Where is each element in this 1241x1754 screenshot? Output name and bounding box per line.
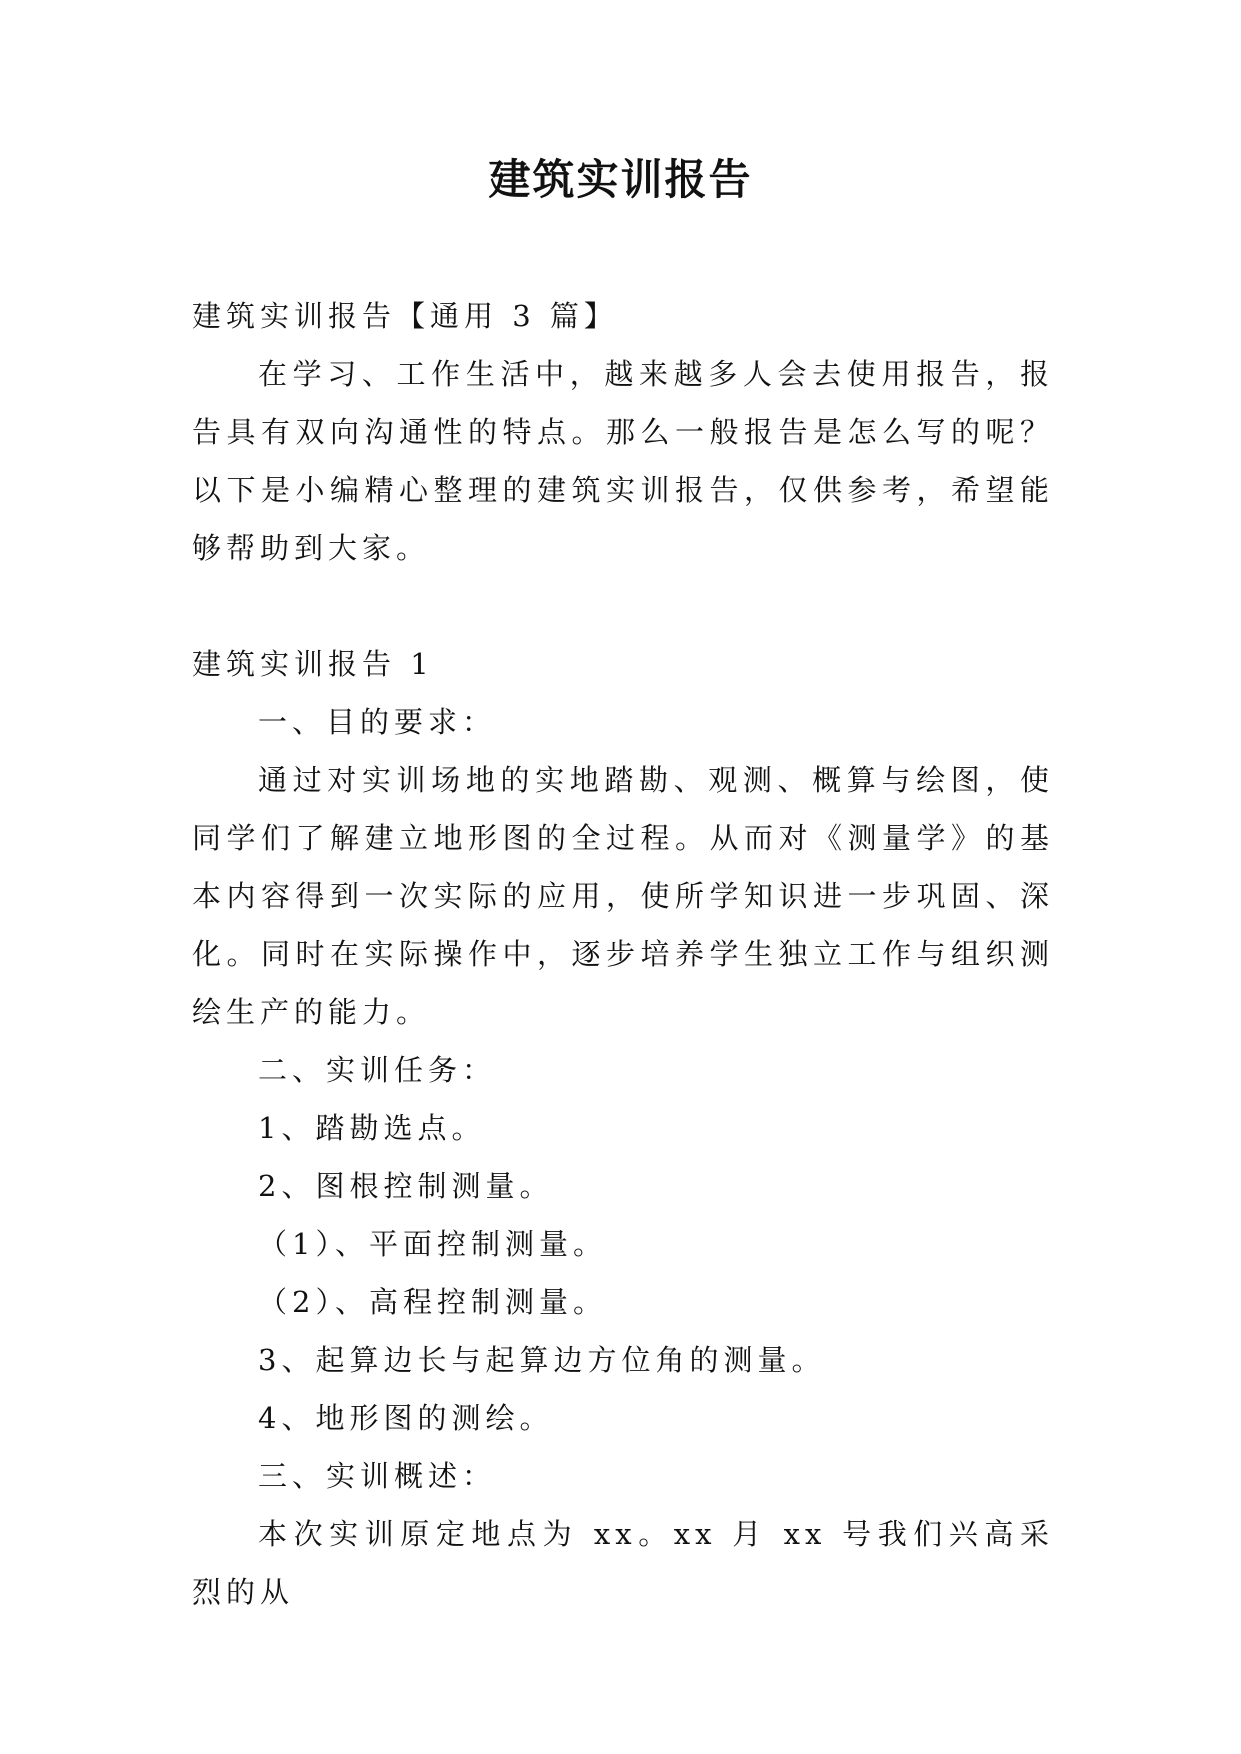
section-heading: 建筑实训报告 1 [192,647,434,681]
document-body [192,287,1054,1621]
part3-paragraph: 本次实训原定地点为 xx。xx 月 xx 号我们兴高采烈的从 [192,1517,1054,1609]
part1-paragraph: 通过对实训场地的实地踏勘、观测、概算与绘图，使同学们了解建立地形图的全过程。从而对《测量学》的基本内容得到一次实际的应用，使所学知识进一步巩固、深化。同时在实际操作中，逐步培养学生独立工作与组织测绘生产的能力。 [192,763,1054,1029]
intro-paragraph: 在学习、工作生活中，越来越多人会去使用报告，报告具有双向沟通性的特点。那么一般报告是怎么写的呢？以下是小编精心整理的建筑实训报告，仅供参考，希望能够帮助到大家。 [192,357,1054,565]
task-item-1: 1、踏勘选点。 [258,1111,486,1145]
task-subitem-2-1: （1）、平面控制测量。 [258,1227,607,1261]
part3-heading: 三、实训概述： [258,1459,497,1493]
task-subitem-2-2: （2）、高程控制测量。 [258,1285,607,1319]
part2-heading: 二、实训任务： [258,1053,497,1087]
document-title: 建筑实训报告 [488,155,753,204]
task-item-2: 2、图根控制测量。 [258,1169,554,1203]
part1-heading: 一、目的要求： [258,705,497,739]
document-subtitle: 建筑实训报告【通用 3 篇】 [192,299,618,333]
task-item-4: 4、地形图的测绘。 [258,1401,554,1435]
paragraph-gap [192,577,1054,635]
task-item-3: 3、起算边长与起算边方位角的测量。 [258,1343,826,1377]
